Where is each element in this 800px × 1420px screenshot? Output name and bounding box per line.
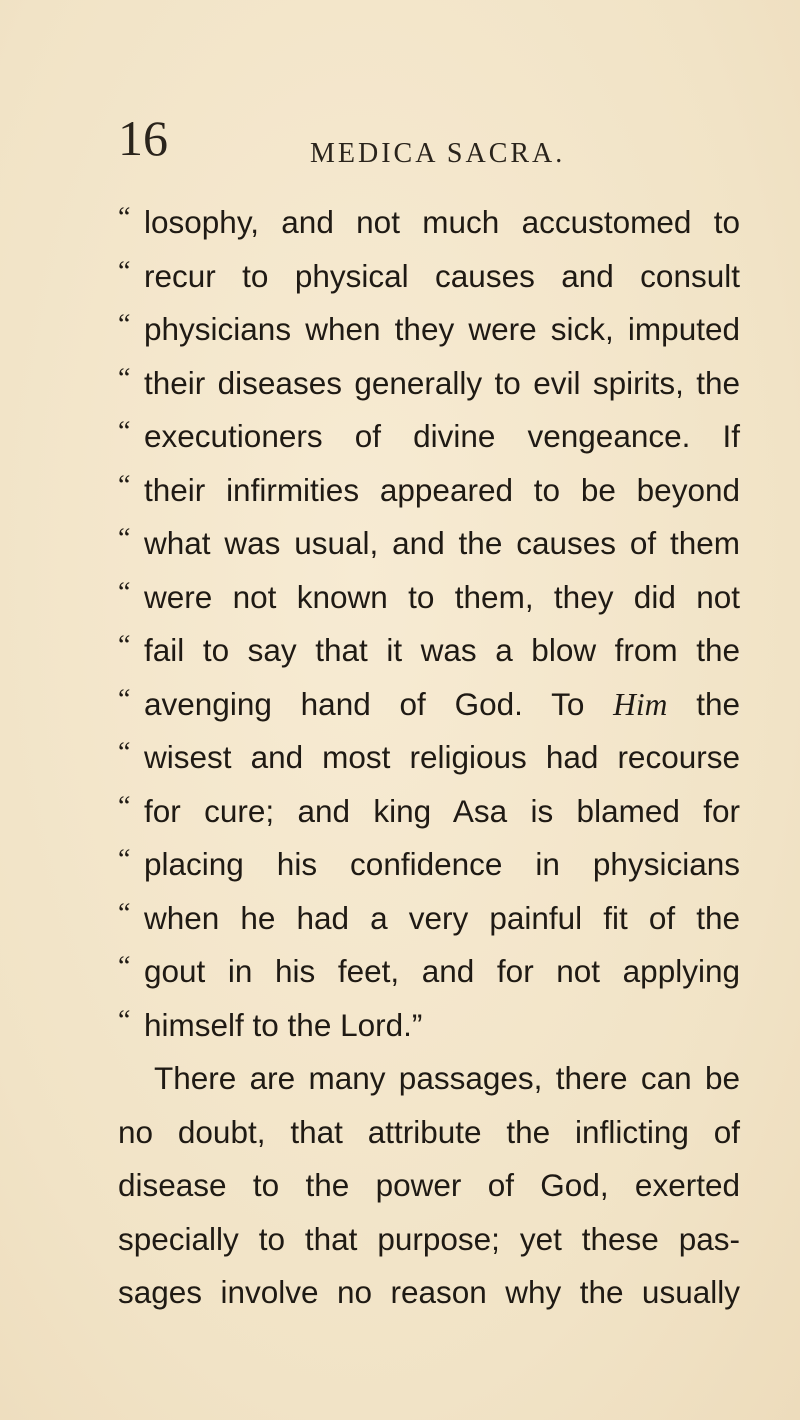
line-text-post: the xyxy=(667,685,740,722)
line-text: himself to the Lord.” xyxy=(144,1006,423,1043)
text-line xyxy=(118,785,740,839)
quote-mark: “ xyxy=(118,523,131,554)
quote-mark: “ xyxy=(118,416,131,447)
quote-mark: “ xyxy=(118,362,131,394)
quote-mark: “ xyxy=(118,630,131,661)
text-line xyxy=(118,410,740,464)
paragraph-line: There are many passages, there can be xyxy=(154,1060,740,1096)
quote-mark: “ xyxy=(118,202,131,233)
text-line xyxy=(118,624,740,678)
page-number: 16 xyxy=(118,110,168,166)
paragraph-line: no doubt, that attribute the inflicting of xyxy=(118,1113,740,1150)
quote-mark: “ xyxy=(118,951,131,982)
line-text: gout in his feet, and for not applying xyxy=(144,953,740,989)
body-text xyxy=(118,196,740,1320)
paragraph-line: disease to the power of God, exerted xyxy=(118,1167,740,1203)
text-line xyxy=(118,892,740,946)
quote-mark: “ xyxy=(118,790,131,822)
quote-mark: “ xyxy=(118,737,131,768)
paragraph-line: sages involve no reason why the usually xyxy=(118,1274,740,1310)
text-line xyxy=(118,250,740,304)
running-title: MEDICA SACRA. xyxy=(310,138,566,169)
line-text: executioners of divine vengeance. If xyxy=(144,418,740,454)
text-line xyxy=(118,517,740,571)
text-line xyxy=(118,196,740,250)
paragraph-line: specially to that purpose; yet these pas- xyxy=(118,1220,740,1257)
line-text: placing his confidence in physicians xyxy=(144,846,740,882)
text-line xyxy=(118,945,740,999)
line-text: their infirmities appeared to be beyond xyxy=(144,471,740,508)
line-text: recur to physical causes and consult xyxy=(144,257,740,294)
quote-mark: “ xyxy=(118,309,131,340)
text-line xyxy=(118,464,740,518)
text-line xyxy=(118,731,740,785)
quote-mark: “ xyxy=(118,576,131,608)
text-line xyxy=(118,303,740,357)
line-text: wisest and most religious had recourse xyxy=(144,739,740,775)
text-line xyxy=(118,357,740,411)
italic-word: Him xyxy=(613,686,668,722)
line-text: losophy, and not much accustomed to xyxy=(144,204,740,240)
quote-mark: “ xyxy=(118,469,131,501)
quote-mark: “ xyxy=(118,1004,131,1036)
page-header xyxy=(0,108,800,178)
line-text-pre: avenging hand of God. To xyxy=(144,685,614,722)
quote-mark: “ xyxy=(118,683,131,715)
text-line xyxy=(118,678,740,732)
line-text: their diseases generally to evil spirits, the xyxy=(144,364,740,401)
line-text: when he had a very painful fit of the xyxy=(144,899,740,936)
quote-mark: “ xyxy=(118,897,131,929)
line-text: what was usual, and the causes of them xyxy=(144,525,740,561)
line-text: were not known to them, they did not xyxy=(144,578,740,615)
text-line xyxy=(118,838,740,892)
line-text: physicians when they were sick, imputed xyxy=(144,311,740,347)
quote-mark: “ xyxy=(118,255,131,287)
text-line xyxy=(118,999,740,1053)
quote-mark: “ xyxy=(118,844,131,875)
text-line xyxy=(118,571,740,625)
line-text: fail to say that it was a blow from the xyxy=(144,632,740,668)
line-text: for cure; and king Asa is blamed for xyxy=(144,792,740,829)
